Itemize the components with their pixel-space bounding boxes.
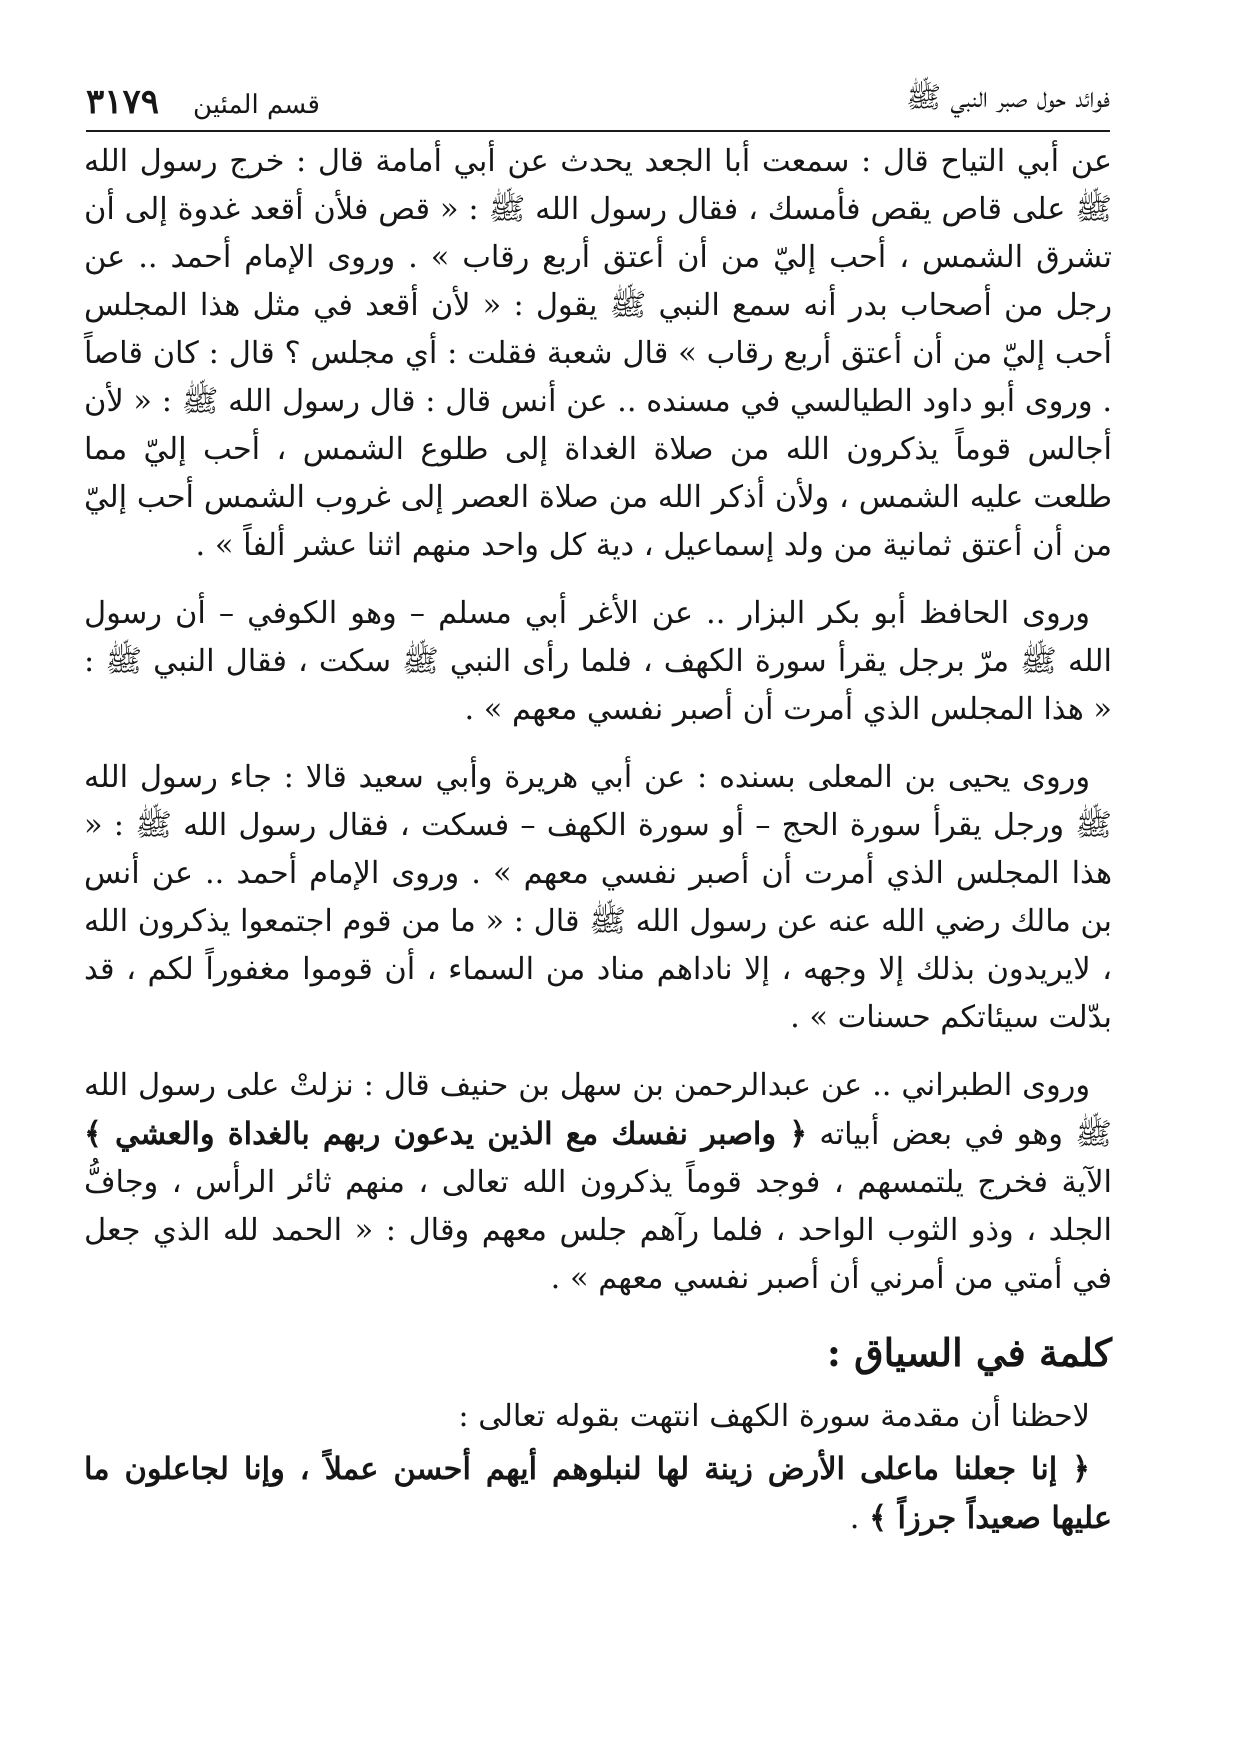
quran-verse: ﴿ واصبر نفسك مع الذين يدعون ربهم بالغداة والعشي ﴾: [84, 1116, 808, 1152]
page-number: ٣١٧٩: [86, 82, 160, 122]
paragraph-4: [84, 1062, 1112, 1303]
paragraph-4-text: وروى الطبراني .. عن عبدالرحمن بن سهل بن حنيف قال : نزلتْ على رسول الله ﷺ وهو في بعض أبياته: [84, 1068, 1112, 1152]
page-body: [84, 138, 1112, 1563]
page-header: [86, 76, 1110, 132]
section-heading: كلمة في السياق :: [826, 1330, 1112, 1375]
paragraph-5: لاحظنا أن مقدمة سورة الكهف انتهت بقوله تعالى :: [458, 1399, 1090, 1434]
paragraph-6: [84, 1445, 1112, 1543]
paragraph-4-text-end: الآية فخرج يلتمسهم ، فوجد قوماً يذكرون الله تعالى ، منهم ثائر الرأس ، وجافُّ الجلد ، وذو الثوب الواحد ، فلما رآهم جلس معهم وقال : « الحمد لله الذي جعل في أمتي من أمرني أن أصبر نفسي معهم » .: [84, 1165, 1112, 1296]
paragraph-1: عن أبي التياح قال : سمعت أبا الجعد يحدث عن أبي أمامة قال : خرج رسول الله ﷺ على قاص يقص فأمسك ، فقال رسول الله ﷺ : « قص فلأن أقعد غدوة إلى أن تشرق الشمس ، أحب إليّ من أن أعتق أربع رقاب » . وروى الإمام أحمد .. عن رجل من أصحاب بدر أنه سمع النبي ﷺ يقول : « لأن أقعد في مثل هذا المجلس أحب إليّ من أن أعتق أربع رقاب » قال شعبة فقلت : أي مجلس ؟ قال : كان قاصاً . وروى أبو داود الطيالسي في مسنده .. عن أنس قال : قال رسول الله ﷺ : « لأن أجالس قوماً يذكرون الله من صلاة الغداة إلى طلوع الشمس ، أحب إليّ مما طلعت عليه الشمس ، ولأن أذكر الله من صلاة العصر إلى غروب الشمس أحب إليّ من أن أعتق ثمانية من ولد إسماعيل ، دية كل واحد منهم اثنا عشر ألفاً » .: [84, 144, 1112, 563]
paragraph-6-end: .: [849, 1501, 870, 1536]
paragraph-2: وروى الحافظ أبو بكر البزار .. عن الأغر أبي مسلم – وهو الكوفي – أن رسول الله ﷺ مرّ برجل يقرأ سورة الكهف ، فلما رأى النبي ﷺ سكت ، فقال النبي ﷺ : « هذا المجلس الذي أمرت أن أصبر نفسي معهم » .: [84, 596, 1112, 727]
quran-verse-2: ﴿ إنا جعلنا ماعلى الأرض زينة لها لنبلوهم أيهم أحسن عملاً ، وإنا لجاعلون ما عليها صعيداً جرزاً ﴾: [84, 1451, 1112, 1536]
section-name: قسم المئين: [193, 90, 320, 120]
running-title: فوائد حول صبر النبي ﷺ: [906, 80, 1110, 114]
header-left-group: [86, 82, 320, 122]
paragraph-3: وروى يحيى بن المعلى بسنده : عن أبي هريرة وأبي سعيد قالا : جاء رسول الله ﷺ ورجل يقرأ سورة الحج – أو سورة الكهف – فسكت ، فقال رسول الله ﷺ : « هذا المجلس الذي أمرت أن أصبر نفسي معهم » . وروى الإمام أحمد .. عن أنس بن مالك رضي الله عنه عن رسول الله ﷺ قال : « ما من قوم اجتمعوا يذكرون الله ، لايريدون بذلك إلا وجهه ، إلا ناداهم مناد من السماء ، أن قوموا مغفوراً لكم ، قد بدّلت سيئاتكم حسنات » .: [84, 760, 1112, 1035]
